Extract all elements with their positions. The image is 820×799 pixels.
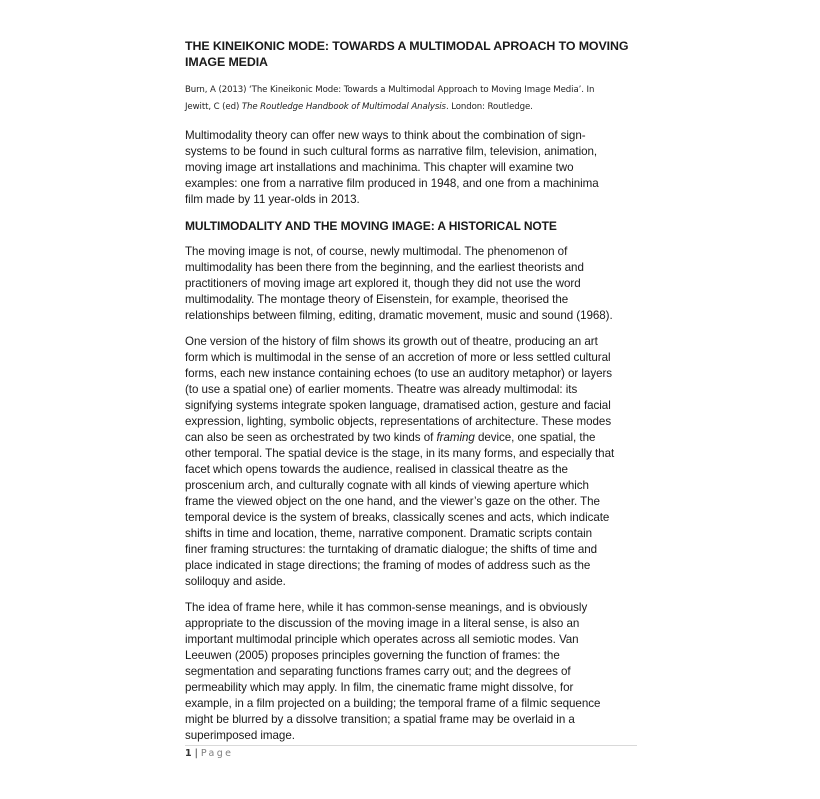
intro-paragraph [185, 128, 640, 208]
page-number: 1 [185, 748, 192, 759]
text-line: Multimodality theory can offer new ways to think about the combination of sign- [185, 129, 586, 142]
text-line: segmentation and separating functions frames carry out; and the degrees of [185, 665, 571, 678]
text-line: frame the viewed object on the one hand, and the viewer’s gaze on the other. The [185, 495, 600, 508]
text-line: multimodality. The montage theory of Eisenstein, for example, theorised the [185, 293, 569, 306]
document-page [185, 38, 640, 754]
text-line: form which is multimodal in the sense of an accretion of more or less settled cultural [185, 351, 611, 364]
title-line: THE KINEIKONIC MODE: TOWARDS A MULTIMODAL APROACH TO MOVING [185, 39, 629, 53]
text-line: signifying systems integrate spoken language, dramatised action, gesture and facial [185, 399, 611, 412]
footer-separator: | [194, 748, 198, 759]
text-line: other temporal. The spatial device is the stage, in its many forms, and especially that [185, 447, 615, 460]
title-line: IMAGE MEDIA [185, 55, 268, 69]
paragraph-1 [185, 244, 640, 324]
text-line: multimodality has been there from the beginning, and the earliest theorists and [185, 261, 584, 274]
citation-book-title: The Routledge Handbook of Multimodal Analysis [241, 101, 446, 112]
section-heading: MULTIMODALITY AND THE MOVING IMAGE: A HISTORICAL NOTE [185, 219, 557, 233]
text-line: important multimodal principle which operates across all semiotic modes. Van [185, 633, 579, 646]
citation [185, 82, 640, 115]
text-line: place indicated in stage directions; the framing of modes of address such as the [185, 559, 591, 572]
citation-line-1: Burn, A (2013) ‘The Kineikonic Mode: Towards a Multimodal Approach to Moving Image Media’. In [185, 85, 595, 95]
text-line: relationships between filming, editing, dramatic movement, music and sound (1968). [185, 309, 613, 322]
text-line: forms, each new instance containing echoes (to use an auditory metaphor) or layers [185, 367, 613, 380]
text-line: examples: one from a narrative film produced in 1948, and one from a machinima [185, 177, 599, 190]
text-segment: can also be seen as orchestrated by two kinds of [185, 431, 437, 444]
text-line: (to use a spatial one) of earlier moments. Theatre was already multimodal: its [185, 383, 578, 396]
text-line: temporal device is the system of breaks, classically scenes and acts, which indicate [185, 511, 610, 524]
citation-publisher: . London: Routledge. [445, 101, 533, 112]
document-title [185, 38, 640, 70]
text-line: facet which opens towards the audience, realised in classical theatre as the [185, 463, 568, 476]
text-line: film made by 11 year-olds in 2013. [185, 193, 360, 206]
text-line: moving image art installations and machinima. This chapter will examine two [185, 161, 574, 174]
text-line: example, in a film projected on a building; the temporal frame of a filmic sequence [185, 697, 601, 710]
text-line [185, 430, 640, 446]
text-line: appropriate to the discussion of the moving image in a literal sense, is also an [185, 617, 580, 630]
citation-line-2 [185, 99, 640, 116]
text-line: might be blurred by a dissolve transition; a spatial frame may be overlaid in a [185, 713, 575, 726]
text-line: superimposed image. [185, 729, 295, 742]
italic-term: framing [436, 431, 475, 444]
text-line: The moving image is not, of course, newly multimodal. The phenomenon of [185, 245, 568, 258]
text-line: The idea of frame here, while it has common-sense meanings, and is obviously [185, 601, 588, 614]
text-line: systems to be found in such cultural forms as narrative film, television, animation, [185, 145, 598, 158]
text-line: shifts in time and location, theme, narrative component. Dramatic scripts contain [185, 527, 593, 540]
text-line: soliloquy and aside. [185, 575, 286, 588]
page-footer [185, 745, 637, 759]
text-line: expression, lighting, symbolic objects, representations of architecture. These modes [185, 415, 612, 428]
text-line: finer framing structures: the turntaking of dramatic dialogue; the shifts of time and [185, 543, 598, 556]
text-line: One version of the history of film shows its growth out of theatre, producing an art [185, 335, 598, 348]
paragraph-3 [185, 600, 640, 744]
text-line: Leeuwen (2005) proposes principles governing the function of frames: the [185, 649, 560, 662]
text-line: proscenium arch, and culturally cognate with all kinds of viewing aperture which [185, 479, 589, 492]
text-line: permeability which may apply. In film, the cinematic frame might dissolve, for [185, 681, 574, 694]
text-line: practitioners of moving image art explored it, though they did not use the word [185, 277, 581, 290]
citation-editor: Jewitt, C (ed) [185, 101, 242, 112]
page-label: Page [200, 748, 234, 759]
paragraph-2 [185, 334, 640, 590]
text-segment: device, one spatial, the [474, 431, 596, 444]
